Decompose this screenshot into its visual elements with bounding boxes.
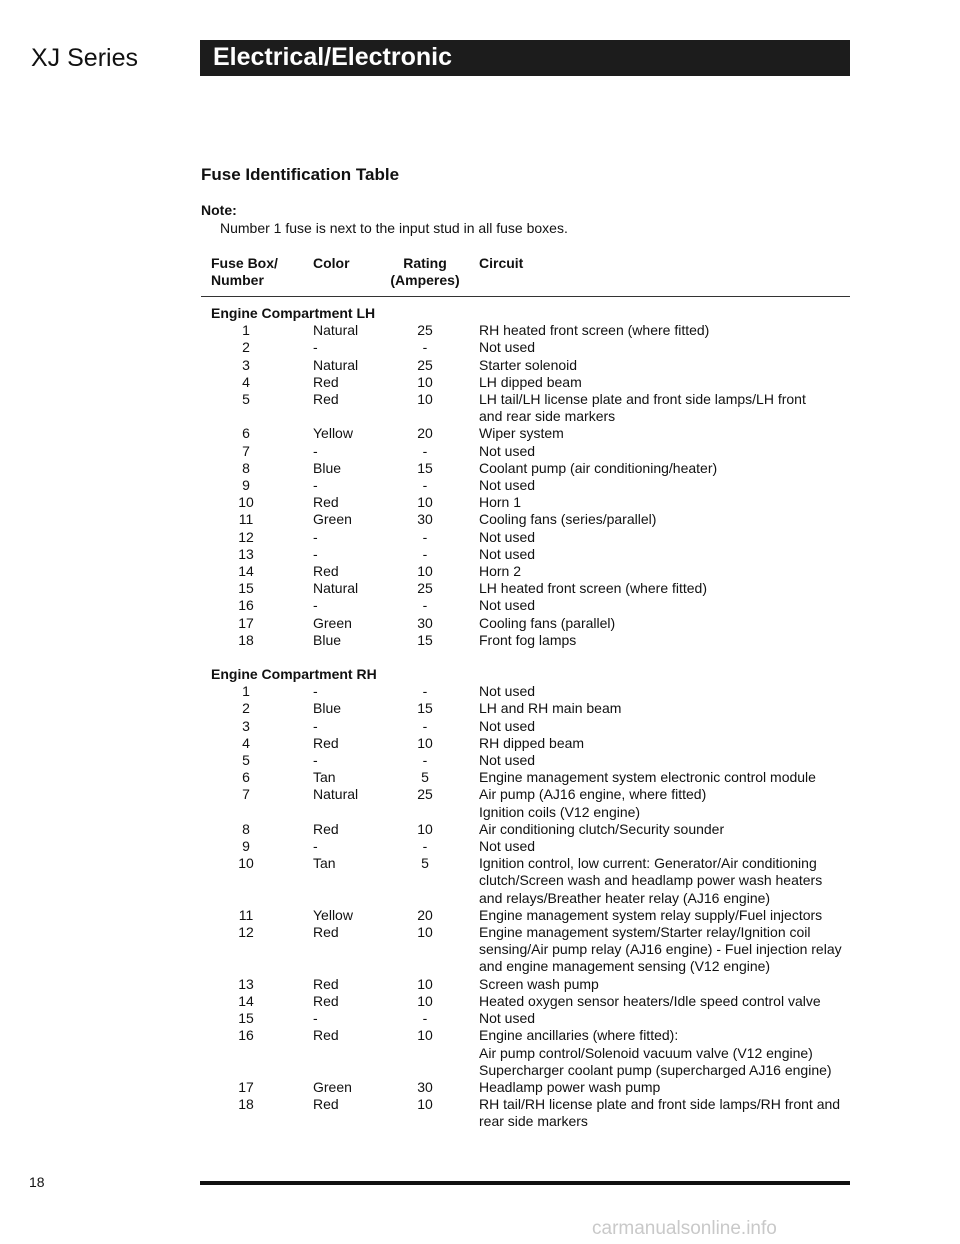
table-row (0, 752, 960, 769)
fuse-rating: - (422, 477, 428, 494)
fuse-number: 4 (242, 734, 250, 751)
fuse-rating: - (422, 838, 428, 855)
fuse-number: 14 (238, 992, 254, 1009)
fuse-number: 6 (242, 425, 250, 442)
fuse-rating: 10 (417, 391, 433, 407)
section-gap (0, 649, 960, 666)
fuse-circuit: RH heated front screen (where fitted) (479, 322, 710, 339)
fuse-color: Red (313, 975, 339, 992)
table-row (0, 477, 960, 494)
fuse-number: 1 (242, 322, 250, 339)
fuse-number: 10 (238, 855, 254, 872)
table-row (0, 718, 960, 735)
fuse-number: 11 (238, 511, 254, 528)
fuse-number: 8 (242, 459, 250, 476)
table-row (0, 700, 960, 717)
table-row (0, 735, 960, 752)
fuse-circuit: Starter solenoid (479, 356, 578, 373)
fuse-circuit: Not used (479, 717, 536, 734)
fuse-circuit: LH tail/LH license plate and front side lamps/LH front and rear side markers (479, 391, 806, 425)
table-row (0, 374, 960, 391)
fuse-circuit: Engine management system relay supply/Fuel injectors (479, 906, 823, 923)
col-header-color: Color (313, 255, 350, 271)
fuse-number: 1 (242, 683, 250, 700)
table-row (0, 425, 960, 442)
section-heading (0, 305, 960, 322)
section-heading-text: Engine Compartment RH (211, 666, 377, 683)
table-row (0, 769, 960, 786)
fuse-number: 10 (238, 494, 254, 511)
fuse-circuit: Not used (479, 597, 536, 614)
fuse-circuit: Not used (479, 442, 536, 459)
fuse-circuit: Not used (479, 545, 536, 562)
fuse-rating: 15 (417, 459, 433, 476)
fuse-circuit: Air conditioning clutch/Security sounder (479, 820, 725, 837)
fuse-color: Red (313, 563, 339, 580)
fuse-color: Natural (313, 580, 359, 597)
fuse-number: 15 (238, 580, 254, 597)
fuse-color: Blue (313, 700, 342, 717)
fuse-color: - (313, 477, 318, 494)
fuse-color: - (313, 838, 318, 855)
note-text: Number 1 fuse is next to the input stud in all fuse boxes. (220, 220, 568, 236)
fuse-rating: 10 (417, 1096, 433, 1113)
fuse-number: 18 (238, 1096, 254, 1113)
fuse-rating: - (422, 442, 428, 459)
fuse-number: 9 (242, 477, 250, 494)
fuse-rating: 15 (417, 631, 433, 648)
note-label: Note: (201, 202, 237, 218)
table-row (0, 339, 960, 356)
fuse-circuit: Heated oxygen sensor heaters/Idle speed control valve (479, 992, 821, 1009)
table-row (0, 546, 960, 563)
fuse-color: - (313, 442, 318, 459)
fuse-circuit: RH dipped beam (479, 734, 585, 751)
section-heading (0, 666, 960, 683)
fuse-circuit: Engine management system electronic control module (479, 769, 816, 786)
fuse-circuit: Horn 2 (479, 563, 522, 580)
fuse-rating: 10 (417, 494, 433, 511)
fuse-rating: 10 (417, 820, 433, 837)
table-row (0, 443, 960, 460)
fuse-number: 7 (242, 442, 250, 459)
fuse-number: 16 (238, 1027, 254, 1044)
fuse-rating: - (422, 339, 428, 356)
fuse-color: - (313, 339, 318, 356)
fuse-rating: - (422, 545, 428, 562)
fuse-rating: 10 (417, 975, 433, 992)
fuse-color: Red (313, 924, 339, 941)
fuse-table-body (0, 305, 960, 1131)
fuse-circuit: Screen wash pump (479, 975, 599, 992)
fuse-rating: - (422, 717, 428, 734)
table-row (0, 632, 960, 649)
fuse-color: Yellow (313, 425, 353, 442)
col-header-fuse-box: Fuse Box/ Number (211, 255, 278, 288)
fuse-circuit: Coolant pump (air conditioning/heater) (479, 459, 718, 476)
fuse-circuit: Not used (479, 339, 536, 356)
fuse-circuit: LH dipped beam (479, 373, 582, 390)
fuse-color: Tan (313, 855, 336, 872)
fuse-circuit: Cooling fans (series/parallel) (479, 511, 657, 528)
fuse-rating: 10 (417, 1027, 433, 1044)
table-row (0, 322, 960, 339)
fuse-number: 3 (242, 356, 250, 373)
table-row (0, 838, 960, 855)
fuse-color: Green (313, 511, 352, 528)
fuse-rating: 25 (417, 356, 433, 373)
table-row (0, 1027, 960, 1079)
fuse-number: 2 (242, 339, 250, 356)
fuse-circuit: Not used (479, 1010, 536, 1027)
fuse-circuit: Wiper system (479, 425, 564, 442)
table-row (0, 993, 960, 1010)
fuse-color: - (313, 717, 318, 734)
table-row (0, 391, 960, 425)
fuse-number: 18 (238, 631, 254, 648)
fuse-rating: 10 (417, 373, 433, 390)
table-row (0, 615, 960, 632)
fuse-color: Red (313, 734, 339, 751)
fuse-rating: 10 (417, 734, 433, 751)
table-row (0, 855, 960, 907)
fuse-color: Yellow (313, 906, 353, 923)
table-row (0, 563, 960, 580)
table-row (0, 786, 960, 820)
fuse-circuit: Headlamp power wash pump (479, 1078, 661, 1095)
table-row (0, 1010, 960, 1027)
fuse-number: 9 (242, 838, 250, 855)
fuse-color: Red (313, 373, 339, 390)
series-title: XJ Series (31, 44, 138, 72)
fuse-color: Red (313, 1027, 339, 1044)
fuse-color: - (313, 545, 318, 562)
fuse-color: - (313, 597, 318, 614)
fuse-color: Green (313, 1078, 352, 1095)
fuse-color: Red (313, 992, 339, 1009)
fuse-circuit: Not used (479, 838, 536, 855)
fuse-color: Tan (313, 769, 336, 786)
fuse-circuit: Not used (479, 528, 536, 545)
fuse-color: Green (313, 614, 352, 631)
table-row (0, 907, 960, 924)
fuse-number: 12 (238, 924, 254, 941)
section-heading-text: Engine Compartment LH (211, 305, 376, 321)
fuse-number: 14 (238, 563, 254, 580)
fuse-color: - (313, 528, 318, 545)
fuse-number: 12 (238, 528, 254, 545)
fuse-number: 8 (242, 820, 250, 837)
fuse-circuit: Ignition control, low current: Generator/Air conditioning clutch/Screen wash and headlamp power wash heaters and relays/Breather heater relay (AJ16 engine) (479, 855, 823, 906)
section-title: Electrical/Electronic (213, 43, 453, 71)
table-row (0, 357, 960, 374)
fuse-number: 6 (242, 769, 250, 786)
fuse-circuit: Front fog lamps (479, 631, 577, 648)
page-number: 18 (29, 1174, 45, 1190)
fuse-number: 13 (238, 975, 254, 992)
fuse-color: Red (313, 820, 339, 837)
fuse-number: 17 (238, 614, 254, 631)
fuse-rating: - (422, 683, 428, 700)
fuse-rating: 10 (417, 563, 433, 580)
fuse-rating: - (422, 752, 428, 769)
fuse-rating: 20 (417, 906, 433, 923)
table-row (0, 597, 960, 614)
fuse-number: 5 (242, 391, 250, 407)
table-row (0, 924, 960, 976)
fuse-rating: 15 (417, 700, 433, 717)
fuse-color: Natural (313, 786, 359, 803)
fuse-rating: 30 (417, 511, 433, 528)
fuse-circuit: Not used (479, 752, 536, 769)
fuse-color: Natural (313, 322, 359, 339)
fuse-number: 2 (242, 700, 250, 717)
fuse-circuit: Cooling fans (parallel) (479, 614, 616, 631)
watermark: carmanualsonline.info (592, 1218, 777, 1239)
fuse-color: Red (313, 1096, 339, 1113)
fuse-circuit: Air pump (AJ16 engine, where fitted) Ignition coils (V12 engine) (479, 786, 707, 820)
fuse-number: 3 (242, 717, 250, 734)
col-header-circuit: Circuit (479, 255, 524, 271)
fuse-rating: 5 (421, 769, 429, 786)
table-row (0, 821, 960, 838)
table-row (0, 683, 960, 700)
fuse-number: 4 (242, 373, 250, 390)
fuse-rating: - (422, 597, 428, 614)
fuse-rating: 5 (421, 855, 429, 872)
table-title: Fuse Identification Table (201, 165, 400, 184)
fuse-number: 5 (242, 752, 250, 769)
fuse-rating: 25 (417, 786, 433, 803)
fuse-circuit: Engine management system/Starter relay/Ignition coil sensing/Air pump relay (AJ16 engine) - Fuel injection relay and engine management sensing (V12 engine) (479, 924, 842, 975)
fuse-rating: 20 (417, 425, 433, 442)
fuse-color: Red (313, 391, 339, 407)
table-row (0, 1096, 960, 1130)
table-row (0, 494, 960, 511)
fuse-rating: 25 (417, 580, 433, 597)
fuse-color: Natural (313, 356, 359, 373)
fuse-rating: 30 (417, 1078, 433, 1095)
fuse-circuit: Engine ancillaries (where fitted): Air pump control/Solenoid vacuum valve (V12 engine) Supercharger coolant pump (supercharged AJ16 engine) (479, 1027, 832, 1078)
fuse-color: Blue (313, 631, 342, 648)
table-row (0, 976, 960, 993)
table-row (0, 460, 960, 477)
table-row (0, 580, 960, 597)
fuse-rating: - (422, 1010, 428, 1027)
table-row (0, 529, 960, 546)
fuse-color: Red (313, 494, 339, 511)
fuse-circuit: LH heated front screen (where fitted) (479, 580, 708, 597)
fuse-number: 15 (238, 1010, 254, 1027)
fuse-number: 17 (238, 1078, 254, 1095)
fuse-rating: 25 (417, 322, 433, 339)
fuse-rating: - (422, 528, 428, 545)
header-rule (201, 296, 850, 297)
fuse-number: 13 (238, 545, 254, 562)
fuse-color: - (313, 683, 318, 700)
col-header-rating: Rating (Amperes) (390, 255, 460, 288)
section-banner (200, 40, 850, 76)
fuse-circuit: Not used (479, 683, 536, 700)
fuse-number: 16 (238, 597, 254, 614)
fuse-color: - (313, 752, 318, 769)
footer-rule (200, 1181, 850, 1185)
fuse-rating: 10 (417, 924, 433, 941)
fuse-number: 11 (238, 906, 254, 923)
table-row (0, 1079, 960, 1096)
fuse-circuit: Not used (479, 477, 536, 494)
fuse-color: - (313, 1010, 318, 1027)
fuse-circuit: LH and RH main beam (479, 700, 622, 717)
fuse-rating: 30 (417, 614, 433, 631)
table-row (0, 511, 960, 528)
fuse-number: 7 (242, 786, 250, 803)
fuse-rating: 10 (417, 992, 433, 1009)
fuse-circuit: RH tail/RH license plate and front side lamps/RH front and rear side markers (479, 1096, 841, 1130)
fuse-circuit: Horn 1 (479, 494, 522, 511)
fuse-color: Blue (313, 459, 342, 476)
